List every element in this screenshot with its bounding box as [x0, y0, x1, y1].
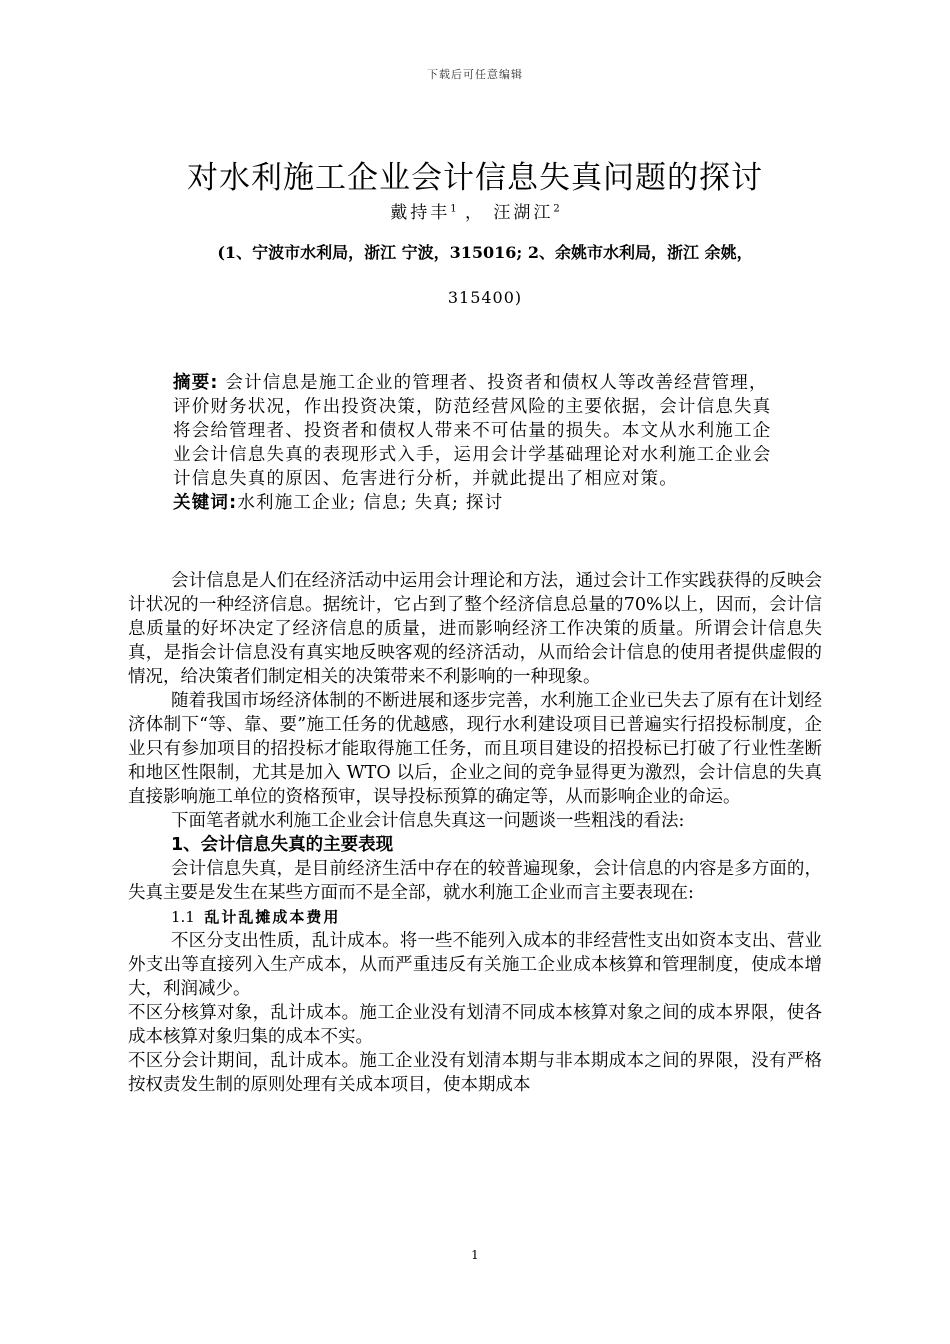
- paragraph-3: 下面笔者就水利施工企业会计信息失真这一问题谈一些粗浅的看法:: [171, 811, 685, 831]
- authors: [0, 198, 950, 223]
- author-1: 戴持丰: [390, 203, 451, 223]
- section-heading-1: 1、会计信息失真的主要表现: [171, 835, 394, 855]
- author-2: 汪湖江: [493, 203, 554, 223]
- paragraph-4: 会计信息失真，是目前经济生活中存在的较普遍现象，会计信息的内容是多方面的，失真主要是发生在某些方面而不是全部，就水利施工企业而言主要表现在:: [128, 859, 822, 903]
- author-separator: ，: [465, 203, 485, 223]
- keywords-label: 关键词:: [173, 493, 238, 513]
- abstract-label: 摘要:: [173, 373, 219, 393]
- page-number: 1: [471, 1248, 479, 1262]
- body-text: [128, 569, 822, 1097]
- abstract-paragraph: [173, 371, 783, 491]
- page-title: 对水利施工企业会计信息失真问题的探讨: [187, 160, 763, 196]
- paragraph-7: 不区分会计期间，乱计成本。施工企业没有划清本期与非本期成本之间的界限，没有严格按权责发生制的原则处理有关成本项目，使本期成本: [128, 1051, 822, 1095]
- header-note: 下载后可任意编辑: [427, 68, 523, 81]
- subsection-title: 乱计乱摊成本费用: [204, 908, 341, 926]
- abstract: [173, 371, 783, 515]
- abstract-text: 会计信息是施工企业的管理者、投资者和债权人等改善经营管理，评价财务状况，作出投资决策，防范经营风险的主要依据，会计信息失真将会给管理者、投资者和债权人带来不可估量的损失。本文从水利施工企业会计信息失真的表现形式入手，运用会计学基础理论对水利施工企业会计信息失真的原因、危害进行分析，并就此提出了相应对策。: [173, 373, 772, 489]
- keywords-text: 水利施工企业; 信息; 失真; 探讨: [237, 493, 504, 513]
- author-2-mark: 2: [553, 203, 560, 215]
- keywords-line: [173, 491, 783, 515]
- subsection-heading-1-1: [128, 905, 822, 929]
- paragraph-6: 不区分核算对象，乱计成本。施工企业没有划清不同成本核算对象之间的成本界限，使各成本核算对象归集的成本不实。: [128, 1003, 822, 1047]
- paragraph-1: 会计信息是人们在经济活动中运用会计理论和方法，通过会计工作实践获得的反映会计状况的一种经济信息。据统计，它占到了整个经济信息总量的70%以上，因而，会计信息质量的好坏决定了经济信息的质量，进而影响经济工作决策的质量。所谓会计信息失真，是指会计信息没有真实地反映客观的经济活动，从而给会计信息的使用者提供虚假的情况，给决策者们制定相关的决策带来不利影响的一种现象。: [128, 571, 822, 687]
- subsection-number: 1.1: [171, 908, 195, 926]
- paragraph-2: 随着我国市场经济体制的不断进展和逐步完善，水利施工企业已失去了原有在计划经济体制下“等、靠、要”施工任务的优越感，现行水利建设项目已普遍实行招投标制度，企业只有参加项目的招投标才能取得施工任务，而且项目建设的招投标已打破了行业性垄断和地区性限制，尤其是加入 WTO 以后，企业之间的竞争显得更为激烈，会计信息的失真直接影响施工单位的资格预审，误导投标预算的确定等，从而影响企业的命运。: [128, 691, 822, 807]
- affiliation-line-1: (1、宁波市水利局，浙江 宁波，315016; 2、余姚市水利局，浙江 余姚，: [217, 243, 753, 262]
- affiliation-line-2: 315400): [447, 288, 523, 307]
- paragraph-5: 不区分支出性质，乱计成本。将一些不能列入成本的非经营性支出如资本支出、营业外支出等直接列入生产成本，从而严重违反有关施工企业成本核算和管理制度，使成本增大，利润减少。: [128, 931, 822, 999]
- author-1-mark: 1: [450, 203, 457, 215]
